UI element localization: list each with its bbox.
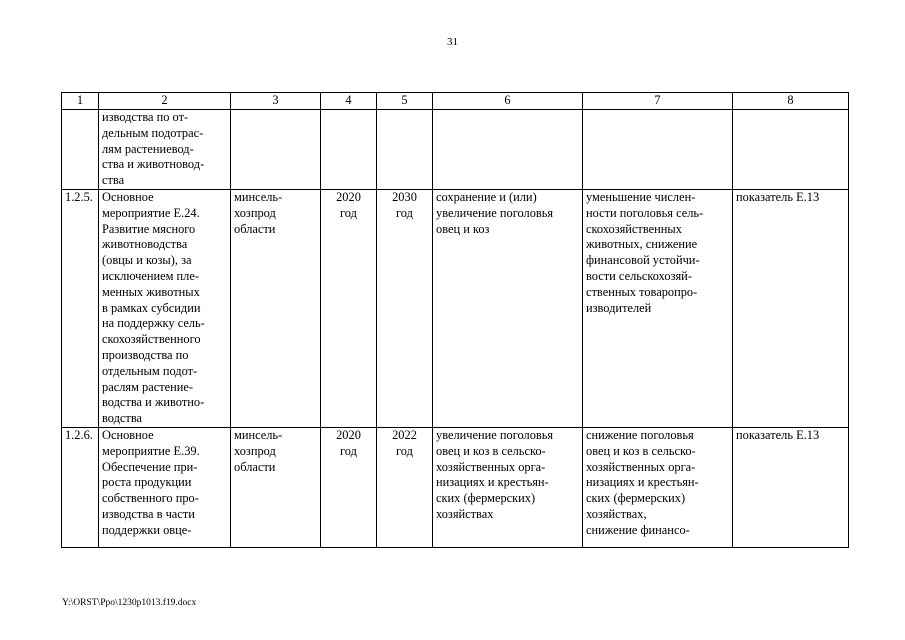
table-row bbox=[62, 110, 849, 190]
footer-file-path: Y:\ORST\Ppo\1230p1013.f19.docx bbox=[62, 598, 197, 608]
table-row bbox=[62, 190, 849, 428]
row-number-cell bbox=[62, 110, 99, 190]
end-year-cell: 2022 год bbox=[377, 428, 433, 548]
measure-cell: изводства по от- дельным подотрас- лям растениевод- ства и животновод- ства bbox=[99, 110, 231, 190]
indicator-cell: показатель Е.13 bbox=[733, 190, 849, 428]
start-year-cell: 2020 год bbox=[321, 190, 377, 428]
expected-result-cell: увеличение поголовья овец и коз в сельско- хозяйственных орга- низациях и крестьян- ских (фермерских) хозяйствах bbox=[433, 428, 583, 548]
indicator-cell: показатель Е.13 bbox=[733, 428, 849, 548]
header-cell: 3 bbox=[231, 93, 321, 110]
end-year-cell: 2030 год bbox=[377, 190, 433, 428]
measure-cell: Основное мероприятие Е.39. Обеспечение при- роста продукции собственного про- изводства в части поддержки овце- bbox=[99, 428, 231, 548]
consequence-cell: уменьшение числен- ности поголовья сель- скохозяйственных животных, снижение финансовой устойчи- вости сельскохозяй- ственных товаропро- изводителей bbox=[583, 190, 733, 428]
consequence-cell bbox=[583, 110, 733, 190]
header-cell: 7 bbox=[583, 93, 733, 110]
header-row bbox=[62, 93, 849, 110]
table-row bbox=[62, 428, 849, 548]
executor-cell: минсель- хозпрод области bbox=[231, 190, 321, 428]
measure-cell: Основное мероприятие Е.24. Развитие мясного животноводства (овцы и козы), за исключением пле- менных животных в рамках субсидии на поддержку сель- скохозяйственного производства по отдельным подот- раслям растение- водства и животно- водства bbox=[99, 190, 231, 428]
executor-cell bbox=[231, 110, 321, 190]
row-number-cell: 1.2.5. bbox=[62, 190, 99, 428]
measures-table bbox=[61, 92, 849, 548]
end-year-cell bbox=[377, 110, 433, 190]
header-cell: 2 bbox=[99, 93, 231, 110]
header-cell: 1 bbox=[62, 93, 99, 110]
header-cell: 6 bbox=[433, 93, 583, 110]
header-cell: 5 bbox=[377, 93, 433, 110]
indicator-cell bbox=[733, 110, 849, 190]
expected-result-cell bbox=[433, 110, 583, 190]
start-year-cell bbox=[321, 110, 377, 190]
header-cell: 4 bbox=[321, 93, 377, 110]
header-cell: 8 bbox=[733, 93, 849, 110]
consequence-cell: снижение поголовья овец и коз в сельско- хозяйственных орга- низациях и крестьян- ских (фермерских) хозяйствах, снижение финансо- bbox=[583, 428, 733, 548]
expected-result-cell: сохранение и (или) увеличение поголовья овец и коз bbox=[433, 190, 583, 428]
page-number: 31 bbox=[447, 36, 458, 48]
executor-cell: минсель- хозпрод области bbox=[231, 428, 321, 548]
start-year-cell: 2020 год bbox=[321, 428, 377, 548]
row-number-cell: 1.2.6. bbox=[62, 428, 99, 548]
